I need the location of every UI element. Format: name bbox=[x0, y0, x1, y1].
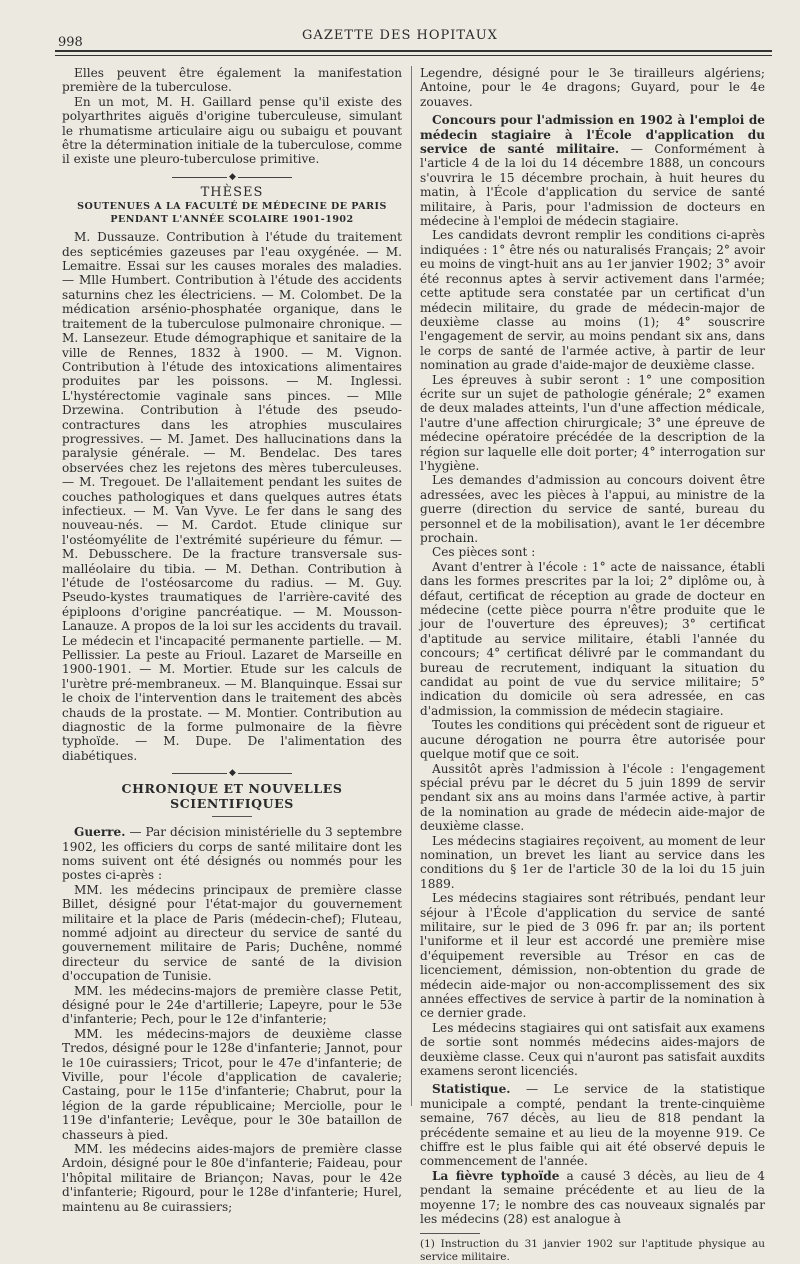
statistique-label: Statistique. bbox=[432, 1082, 511, 1097]
concours-paragraph: Aussitôt après l'admission à l'école : l'engagement spécial prévu par le décret du 5 juin 1899 de servir pendant six ans au moins dans l'armée active, à partir de la nomination au grade de médecin aide-major de deuxième classe. bbox=[420, 761, 765, 834]
header-rule-thin bbox=[55, 55, 772, 56]
fievre-text: a causé 3 décès, au lieu de 4 pendant la semaine précédente et au lieu de la moyenne 17; le nombre des cas nouveaux signalés par les médecins (28) est analogue à bbox=[420, 1168, 765, 1227]
intro-paragraph-1: Elles peuvent être également la manifestation première de la tuberculose. bbox=[62, 66, 402, 95]
ornament-divider bbox=[172, 177, 292, 178]
intro-paragraph-2: En un mot, M. H. Gaillard pense qu'il existe des polyarthrites aiguës d'origine tuberculeuse, simulant le rhumatisme articulaire aigu ou subaigu et pouvant être la détermination initiale de la tuberculose, comme il existe une pleuro-tuberculose primitive. bbox=[62, 94, 402, 167]
guerre-intro: — Par décision ministérielle du 3 septembre 1902, les officiers du corps de santé militaire dont les noms suivent ont été désignés ou nommés pour les postes ci-après : bbox=[62, 825, 402, 883]
fievre-label: La fièvre typhoïde bbox=[432, 1168, 560, 1183]
theses-subtitle-2: PENDANT L'ANNÉE SCOLAIRE 1901-1902 bbox=[110, 214, 354, 226]
theses-title: THÈSES bbox=[200, 184, 264, 200]
concours-paragraph bbox=[420, 113, 765, 228]
guerre-label: Guerre. bbox=[74, 825, 126, 840]
concours-paragraph: Ces pièces sont : bbox=[432, 545, 536, 560]
chronique-paragraph: MM. les médecins principaux de première classe Billet, désigné pour l'état-major du gouvernement militaire et la place de Paris (médecin-chef); Fluteau, nommé adjoint au directeur du service de santé du gouvernement militaire de Paris; Duchêne, nommé directeur du service de santé de la division d'occupation de Tunisie. bbox=[62, 882, 402, 984]
concours-text: — Conformément à l'article 4 de la loi du 14 décembre 1888, un concours s'ouvrira le 15 décembre prochain, à huit heures du matin, à l'École d'application du service de santé militaire, à Paris, pour l'admission de docteurs en médecine à l'emploi de médecin stagiaire. bbox=[420, 142, 765, 229]
concours-paragraph: Les demandes d'admission au concours doivent être adressées, avec les pièces à l'appui, au ministre de la guerre (direction du service de santé, bureau du personnel et de la mobilisation), avant le 1er décembre prochain. bbox=[420, 473, 765, 545]
statistique-paragraph bbox=[420, 1082, 765, 1168]
statistique-text: — Le service de la statistique municipale a compté, pendant la trente-cinquième semaine, 767 décès, au lieu de 818 pendant la précédente semaine et au lieu de la moyenne 919. Ce chiffre est le plus faible qui ait été observé depuis le commencement de l'année. bbox=[420, 1082, 765, 1169]
page-number: 998 bbox=[58, 35, 83, 50]
continuation-paragraph: Legendre, désigné pour le 3e tirailleurs algériens; Antoine, pour le 4e dragons; Guyard, pour le 4e zouaves. bbox=[420, 66, 765, 109]
short-rule bbox=[212, 816, 252, 817]
concours-heading: Concours pour l'admission en 1902 à l'emploi de médecin stagiaire à l'École d'application du service de santé militaire. bbox=[420, 113, 765, 157]
chronique-paragraph: MM. les médecins-majors de deuxième classe Tredos, désigné pour le 128e d'infanterie; Jannot, pour le 10e cuirassiers; Tricot, pour le 47e d'infanterie; de Viville, pour l'école d'application de cavalerie; Castaing, pour le 115e d'infanterie; Chabrut, pour la légion de la garde républicaine; Merciolle, pour le 119e d'infanterie; Levêque, pour le 30e bataillon de chasseurs à pied. bbox=[62, 1026, 402, 1142]
chronique-title: CHRONIQUE ET NOUVELLES SCIENTIFIQUES bbox=[121, 781, 343, 811]
journal-title: GAZETTE DES HOPITAUX bbox=[302, 28, 498, 43]
concours-paragraph: Les épreuves à subir seront : 1° une composition écrite sur un sujet de pathologie générale; 2° examen de deux malades atteints, l'un d'une affection médicale, l'autre d'une affection chirurgicale; 3° une épreuve de médecine opératoire précédée de la description de la région sur laquelle elle doit porter; 4° interrogation sur l'hygiène. bbox=[420, 372, 765, 473]
footnote: (1) Instruction du 31 janvier 1902 sur l'aptitude physique au service militaire. bbox=[420, 1237, 765, 1263]
right-column bbox=[420, 66, 765, 1264]
concours-paragraph: Toutes les conditions qui précèdent sont de rigueur et aucune dérogation ne pourra être autorisée pour quelque motif que ce soit. bbox=[420, 718, 765, 762]
guerre-paragraph bbox=[62, 825, 402, 883]
column-divider bbox=[411, 66, 412, 1106]
fievre-paragraph bbox=[420, 1169, 765, 1227]
chronique-paragraph: MM. les médecins aides-majors de première classe Ardoin, désigné pour le 80e d'infanterie; Faideau, pour l'hôpital militaire de Briançon; Navas, pour le 42e d'infanterie; Rigourd, pour le 128e d'infanterie; Hurel, maintenu au 8e cuirassiers; bbox=[62, 1142, 402, 1214]
theses-subtitle-1: SOUTENUES A LA FACULTÉ DE MÉDECINE DE PARIS bbox=[77, 201, 387, 213]
header-rule bbox=[55, 50, 772, 52]
concours-paragraph: Avant d'entrer à l'école : 1° acte de naissance, établi dans les formes prescrites par la loi; 2° diplôme ou, à défaut, certificat de réception au grade de docteur en médecine (cette pièce pourra n'être produite que le jour de l'ouverture des épreuves); 3° certificat d'aptitude au service militaire, établi l'année du concours; 4° certificat délivré par le commandant du bureau de recrutement, indiquant la situation du candidat au point de vue du service militaire; 5° indication du domicile où sera adressée, en cas d'admission, la commission de médecin stagiaire. bbox=[420, 559, 765, 718]
ornament-divider bbox=[172, 773, 292, 774]
concours-paragraph: Les médecins stagiaires sont rétribués, pendant leur séjour à l'École d'application du service de santé militaire, sur le pied de 3 096 fr. par an; ils portent l'uniforme et il leur est accordé une première mise d'équipement reversible au Trésor en cas de licenciement, démission, non-obtention du grade de médecin aide-major ou non-accomplissement des six années effectives de service à partir de la nomination à ce dernier grade. bbox=[420, 891, 765, 1021]
chronique-paragraph: MM. les médecins-majors de première classe Petit, désigné pour le 24e d'artillerie; Lapeyre, pour le 53e d'infanterie; Pech, pour le 12e d'infanterie; bbox=[62, 983, 402, 1027]
left-column bbox=[62, 66, 402, 1214]
footnote-rule bbox=[420, 1233, 480, 1234]
concours-paragraph: Les médecins stagiaires qui ont satisfait aux examens de sortie sont nommés médecins aides-majors de deuxième classe. Ceux qui n'auront pas satisfait auxdits examens seront licenciés. bbox=[420, 1020, 765, 1079]
concours-paragraph: Les candidats devront remplir les conditions ci-après indiquées : 1° être nés ou naturalisés Français; 2° avoir eu moins de vingt-huit ans au 1er janvier 1902; 3° avoir été reconnus aptes à servir activement dans l'armée; cette aptitude sera constatée par un certificat d'un médecin militaire, du grade de médecin-major de deuxième classe au moins (1); 4° souscrire l'engagement de servir, au moins pendant six ans, dans le corps de santé de l'armée active, à partir de leur nomination au grade d'aide-major de deuxième classe. bbox=[420, 228, 765, 373]
theses-list: M. Dussauze. Contribution à l'étude du traitement des septicémies gazeuses par l'eau oxygénée. — M. Lemaitre. Essai sur les causes morales des maladies. — Mlle Humbert. Contribution à l'étude des accidents saturnins chez les électriciens. — M. Colombet. De la médication arsénio-phosphatée organique, dans le traitement de la tuberculose pulmonaire chronique. — M. Lansezeur. Etude démographique et sanitaire de la ville de Rennes, 1832 à 1900. — M. Vignon. Contribution à l'étude des intoxications alimentaires produites par les poissons. — M. Inglessi. L'hystérectomie vaginale sans pinces. — Mlle Drzewina. Contribution à l'étude des pseudo-contractures dans les atrophies musculaires progressives. — M. Jamet. Des hallucinations dans la paralysie générale. — M. Bendelac. Des tares observées chez les rejetons des mères tuberculeuses. — M. Tregouet. De l'allaitement pendant les suites de couches pathologiques et dans quelques autres états infectieux. — M. Van Vyve. Le fer dans le sang des nouveau-nés. — M. Cardot. Etude clinique sur l'ostéomyélite de l'extrémité supérieure du fémur. — M. Debusschere. De la fracture transversale sus-malléolaire du tibia. — M. Dethan. Contribution à l'étude de l'ostéosarcome du radius. — M. Guy. Pseudo-kystes traumatiques de l'arrière-cavité des épiploons d'origine pancréatique. — M. Mousson-Lanauze. A propos de la loi sur les accidents du travail. Le médecin et l'incapacité permanente partielle. — M. Pellissier. La peste au Frioul. Lazaret de Marseille en 1900-1901. — M. Mortier. Etude sur les calculs de l'urètre pré-membraneux. — M. Blanquinque. Essai sur le choix de l'intervention dans le traitement des abcès chauds de la prostate. — M. Montier. Contribution au diagnostic de la forme pulmonaire de la fièvre typhoïde. — M. Dupe. De l'alimentation des diabétiques. bbox=[62, 230, 402, 763]
concours-paragraph: Les médecins stagiaires reçoivent, au moment de leur nomination, un brevet les liant au service dans les conditions du § 1er de l'article 30 de la loi du 15 juin 1889. bbox=[420, 833, 765, 891]
